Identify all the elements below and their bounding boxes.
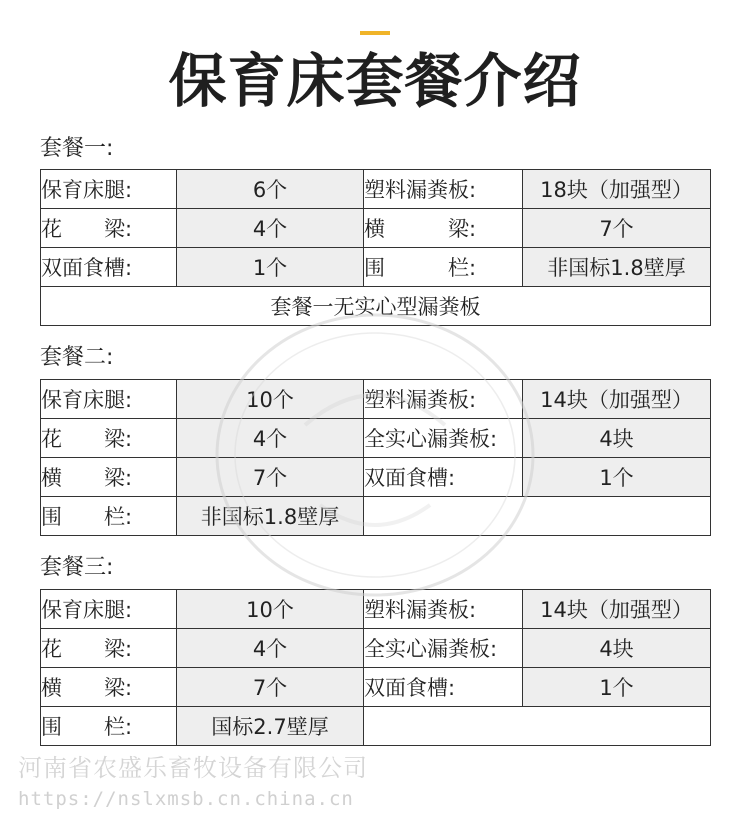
- item-label: 全实心漏粪板:: [364, 419, 523, 458]
- item-label: 花 梁:: [41, 419, 177, 458]
- title-accent-bar: [360, 31, 390, 35]
- item-label: 横 梁:: [41, 458, 177, 497]
- item-value: 6个: [177, 170, 364, 209]
- item-value: 非国标1.8壁厚: [177, 497, 364, 536]
- table-row: [41, 287, 711, 326]
- item-label: 保育床腿:: [41, 590, 177, 629]
- item-value: 14块（加强型）: [523, 590, 711, 629]
- item-value: 18块（加强型）: [523, 170, 711, 209]
- item-value: 7个: [177, 668, 364, 707]
- item-value: 国标2.7壁厚: [177, 707, 364, 746]
- item-label: 围 栏:: [364, 248, 523, 287]
- item-value: 7个: [523, 209, 711, 248]
- package-3-table: [40, 589, 711, 746]
- table-row: [41, 170, 711, 209]
- item-value: 14块（加强型）: [523, 380, 711, 419]
- table-row: [41, 380, 711, 419]
- item-label: 全实心漏粪板:: [364, 629, 523, 668]
- item-label: 保育床腿:: [41, 170, 177, 209]
- item-label: 双面食槽:: [41, 248, 177, 287]
- item-value: 4个: [177, 209, 364, 248]
- item-label: 围 栏:: [41, 497, 177, 536]
- item-value: 10个: [177, 590, 364, 629]
- table-row: [41, 707, 711, 746]
- company-watermark: 河南省农盛乐畜牧设备有限公司: [18, 754, 368, 782]
- table-row: [41, 458, 711, 497]
- item-label: 横 梁:: [41, 668, 177, 707]
- package-1-table: [40, 169, 711, 326]
- item-value: 1个: [523, 668, 711, 707]
- item-value: 4个: [177, 419, 364, 458]
- item-label: 花 梁:: [41, 629, 177, 668]
- table-row: [41, 668, 711, 707]
- item-label: 塑料漏粪板:: [364, 590, 523, 629]
- table-row: [41, 590, 711, 629]
- item-value: 4块: [523, 629, 711, 668]
- table-row: [41, 209, 711, 248]
- package-2-table: [40, 379, 711, 536]
- item-label: 围 栏:: [41, 707, 177, 746]
- table-row: [41, 419, 711, 458]
- empty-cell: [364, 707, 711, 746]
- item-value: 10个: [177, 380, 364, 419]
- package-note: 套餐一无实心型漏粪板: [41, 287, 711, 326]
- item-label: 双面食槽:: [364, 458, 523, 497]
- url-watermark: https://nslxmsb.cn.china.cn: [18, 788, 354, 810]
- package-1-heading: 套餐一:: [40, 136, 114, 161]
- item-label: 保育床腿:: [41, 380, 177, 419]
- empty-cell: [364, 497, 711, 536]
- table-row: [41, 629, 711, 668]
- item-label: 花 梁:: [41, 209, 177, 248]
- item-label: 双面食槽:: [364, 668, 523, 707]
- item-label: 塑料漏粪板:: [364, 380, 523, 419]
- item-value: 7个: [177, 458, 364, 497]
- item-value: 4个: [177, 629, 364, 668]
- item-label: 横 梁:: [364, 209, 523, 248]
- item-value: 非国标1.8壁厚: [523, 248, 711, 287]
- package-3-heading: 套餐三:: [40, 555, 114, 580]
- page-title: 保育床套餐介绍: [168, 47, 582, 115]
- item-label: 塑料漏粪板:: [364, 170, 523, 209]
- item-value: 1个: [523, 458, 711, 497]
- table-row: [41, 248, 711, 287]
- item-value: 4块: [523, 419, 711, 458]
- item-value: 1个: [177, 248, 364, 287]
- package-2-heading: 套餐二:: [40, 345, 114, 370]
- table-row: [41, 497, 711, 536]
